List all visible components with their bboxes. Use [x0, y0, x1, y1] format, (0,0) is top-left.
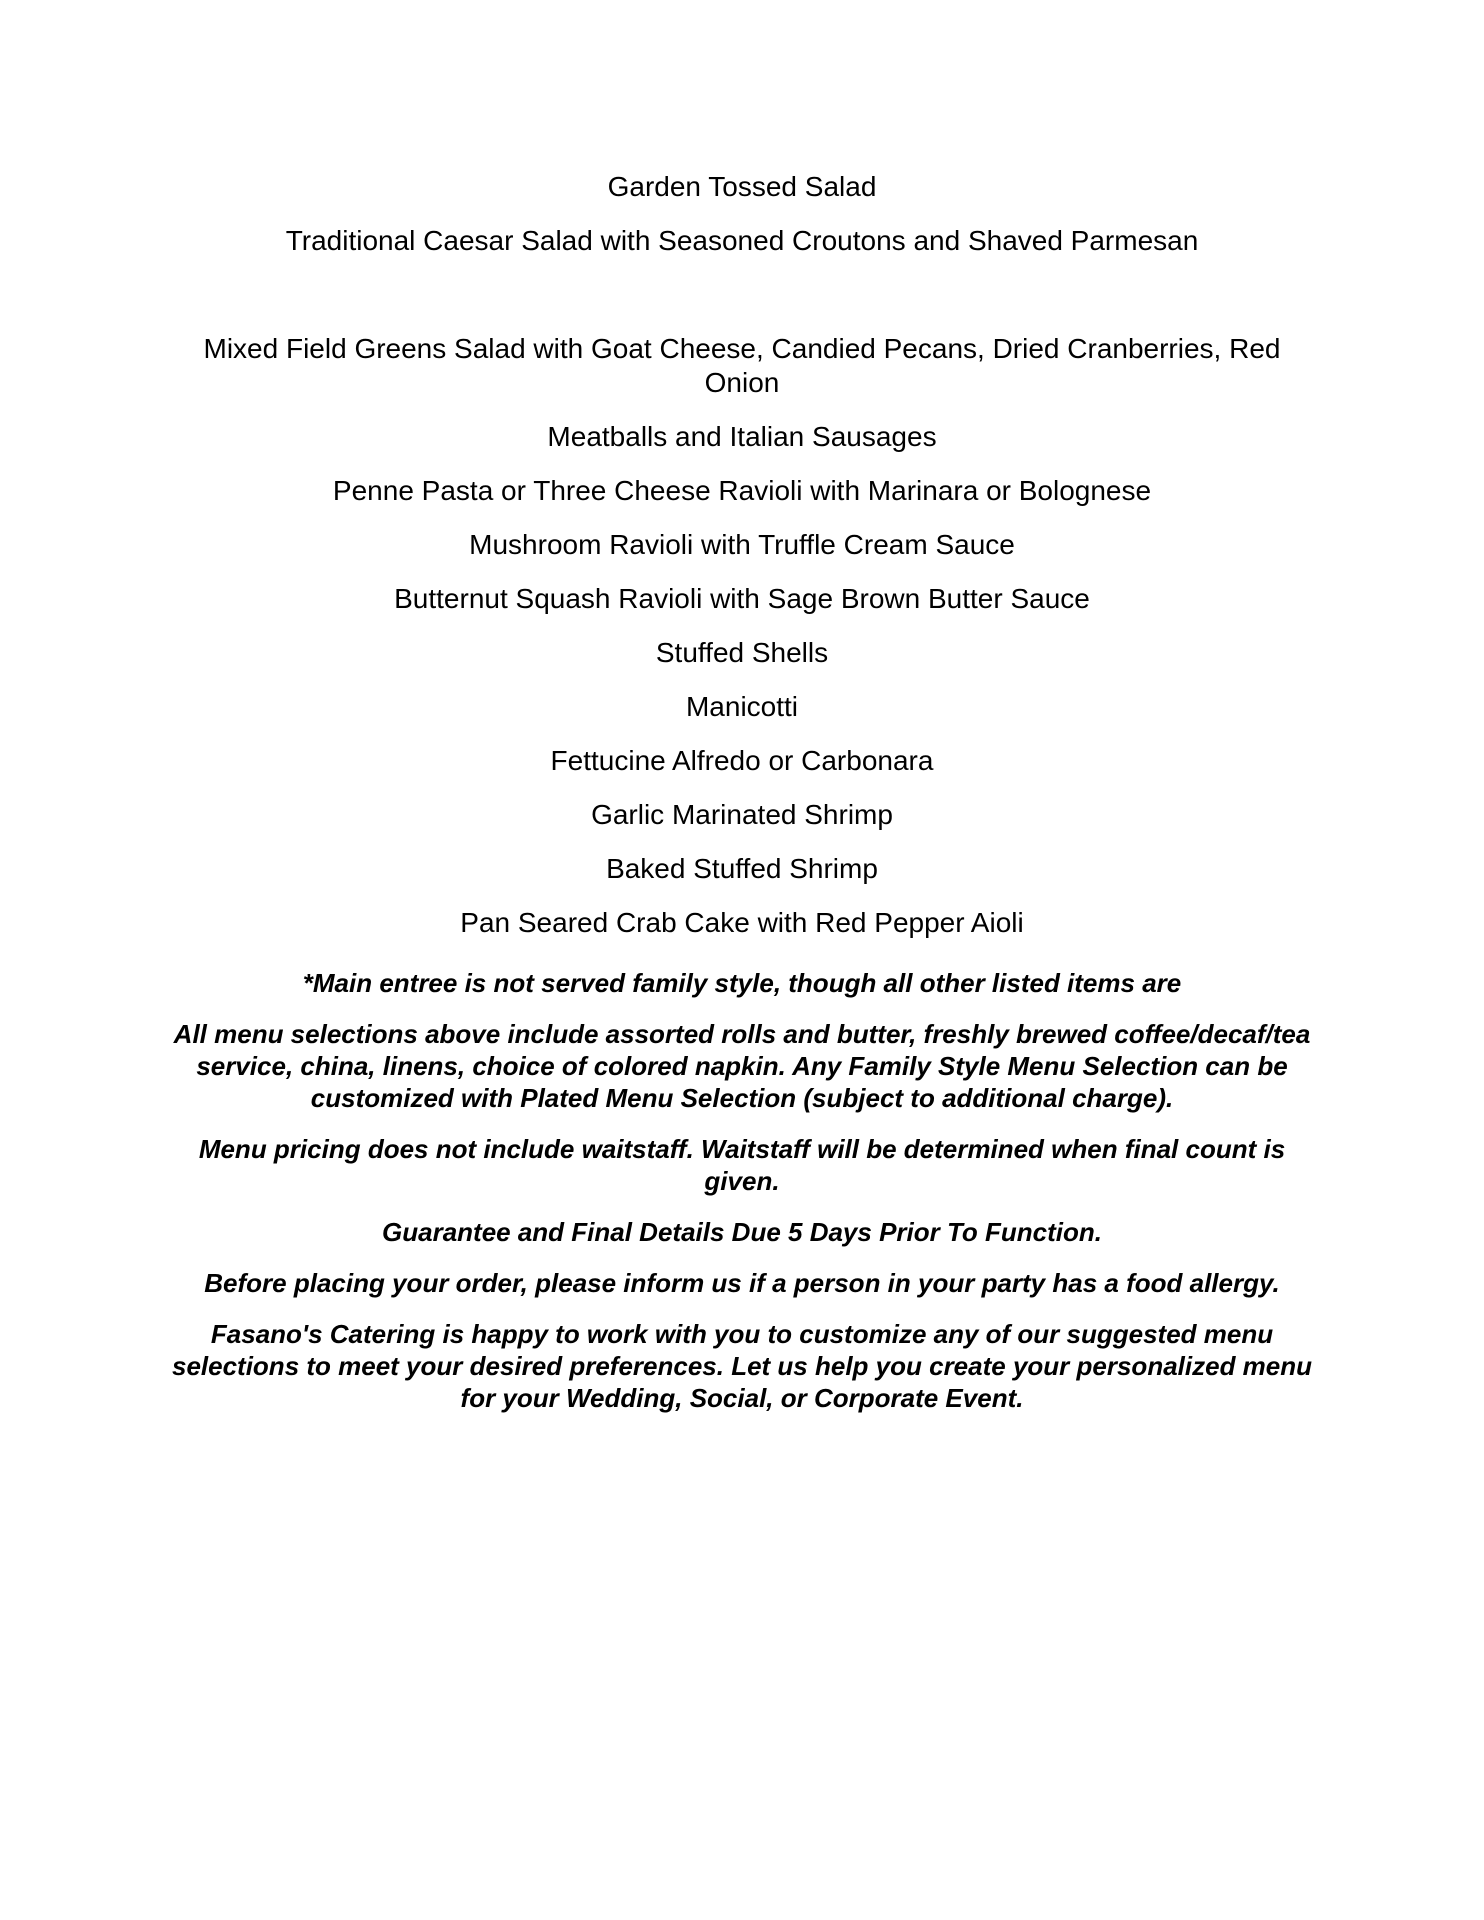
menu-item-manicotti: Manicotti	[685, 691, 799, 722]
menu-item-caesar-salad: Traditional Caesar Salad with Seasoned Croutons and Shaved Parmesan	[285, 225, 1199, 256]
note-guarantee: Guarantee and Final Details Due 5 Days Prior To Function.	[382, 1217, 1102, 1247]
menu-item-crab-cake: Pan Seared Crab Cake with Red Pepper Aioli	[460, 907, 1024, 938]
menu-item-mushroom-ravioli: Mushroom Ravioli with Truffle Cream Sauce	[469, 529, 1015, 560]
menu-item-meatballs-sausages: Meatballs and Italian Sausages	[547, 421, 937, 452]
menu-item-fettucine: Fettucine Alfredo or Carbonara	[550, 745, 934, 776]
menu-item-baked-stuffed-shrimp: Baked Stuffed Shrimp	[606, 853, 878, 884]
menu-notes	[170, 967, 1314, 1433]
note-customize: Fasano's Catering is happy to work with you to customize any of our suggested menu selections to meet your desired preferences. Let us help you create your personalized menu for your Wedding, Social, or Corporate Event.	[171, 1319, 1313, 1413]
menu-item-list	[170, 170, 1314, 960]
menu-item-butternut-ravioli: Butternut Squash Ravioli with Sage Brown Butter Sauce	[394, 583, 1090, 614]
note-allergy: Before placing your order, please inform us if a person in your party has a food allergy.	[204, 1268, 1280, 1298]
note-waitstaff: Menu pricing does not include waitstaff. Waitstaff will be determined when final count is given.	[198, 1134, 1286, 1196]
menu-item-mixed-greens-salad: Mixed Field Greens Salad with Goat Cheese, Candied Pecans, Dried Cranberries, Red Onion	[203, 333, 1281, 398]
menu-item-garden-salad: Garden Tossed Salad	[607, 171, 877, 202]
menu-item-garlic-shrimp: Garlic Marinated Shrimp	[591, 799, 893, 830]
menu-item-stuffed-shells: Stuffed Shells	[655, 637, 829, 668]
menu-item-penne-ravioli: Penne Pasta or Three Cheese Ravioli with Marinara or Bolognese	[332, 475, 1152, 506]
note-inclusions: All menu selections above include assorted rolls and butter, freshly brewed coffee/decaf/tea service, china, linens, choice of colored napkin. Any Family Style Menu Selection can be customized with Plated Menu Selection (subject to additional charge).	[173, 1019, 1311, 1113]
note-family-style: *Main entree is not served family style, though all other listed items are	[302, 968, 1182, 998]
